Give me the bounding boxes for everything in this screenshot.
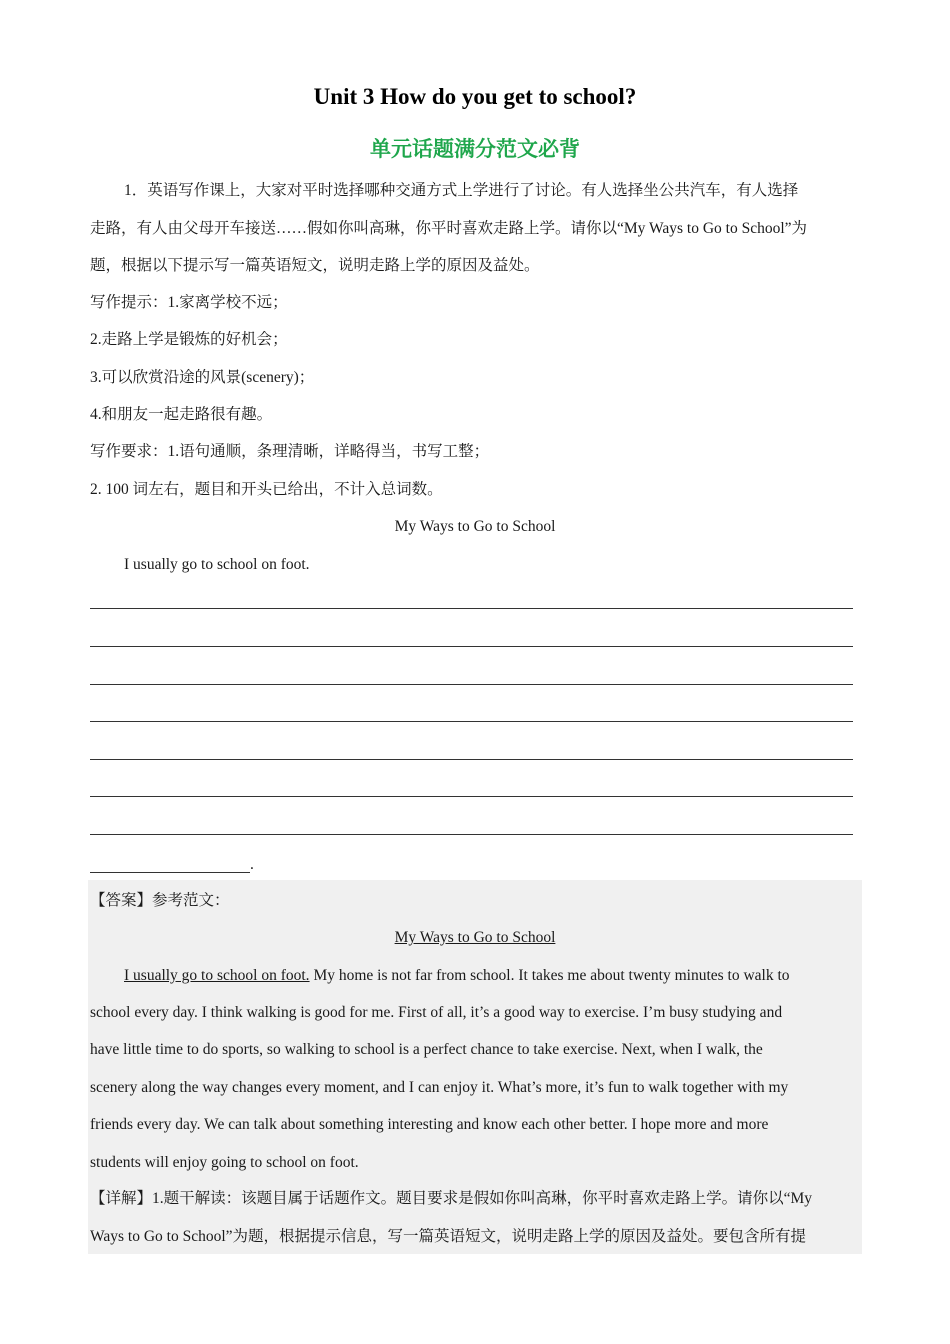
page-subtitle: 单元话题满分范文必背 <box>370 137 580 161</box>
writing-tip-2: 2.走路上学是锻炼的好机会； <box>90 331 288 348</box>
question-line-1: 1．英语写作课上，大家对平时选择哪种交通方式上学进行了讨论。有人选择坐公共汽车，有人选择 <box>124 182 799 199</box>
page-title: Unit 3 How do you get to school? <box>313 84 637 109</box>
question-line-2: 走路，有人由父母开车接送……假如你叫高琳，你平时喜欢走路上学。请你以“My Ways to Go to School”为 <box>90 220 808 237</box>
answer-line-1-rest: My home is not far from school. It takes me about twenty minutes to walk to <box>309 967 790 984</box>
answer-title-text: My Ways to Go to School <box>394 929 556 946</box>
answer-line-4: scenery along the way changes every moment, and I can enjoy it. What’s more, it’s fun to walk together with my <box>90 1079 789 1096</box>
essay-opening: I usually go to school on foot. <box>124 556 310 573</box>
writing-blank-line <box>90 646 853 647</box>
answer-line-2: school every day. I think walking is good for me. First of all, it’s a good way to exercise. I’m busy studying and <box>90 1004 783 1021</box>
writing-blank-line <box>90 796 853 797</box>
essay-title: My Ways to Go to School <box>394 518 556 535</box>
writing-blank-line <box>90 721 853 722</box>
detail-line-1: 【详解】1.题干解读：该题目属于话题作文。题目要求是假如你叫高琳，你平时喜欢走路上学。请你以“My <box>90 1190 813 1207</box>
writing-blank-line <box>90 608 853 609</box>
answer-line-3: have little time to do sports, so walking to school is a perfect chance to take exercise. Next, when I walk, the <box>90 1041 763 1058</box>
answer-line-1 <box>124 966 790 986</box>
writing-blank-line <box>90 684 853 685</box>
answer-label: 【答案】参考范文： <box>90 892 230 909</box>
question-line-3: 题，根据以下提示写一篇英语短文，说明走路上学的原因及益处。 <box>90 257 540 274</box>
writing-tip-3: 3.可以欣赏沿途的风景(scenery)； <box>90 369 315 386</box>
blank-end-period: . <box>250 856 254 873</box>
detail-line-2: Ways to Go to School”为题，根据提示信息，写一篇英语短文，说明走路上学的原因及益处。要包含所有提 <box>90 1228 807 1245</box>
writing-tip-1: 写作提示：1.家离学校不远； <box>90 294 288 311</box>
writing-requirement-1: 写作要求：1.语句通顺，条理清晰，详略得当，书写工整； <box>90 443 490 460</box>
writing-blank-line-short <box>90 872 250 873</box>
answer-first-sentence: I usually go to school on foot. <box>124 967 310 984</box>
writing-blank-line <box>90 834 853 835</box>
answer-line-6: students will enjoy going to school on foot. <box>90 1154 359 1171</box>
writing-tip-4: 4.和朋友一起走路很有趣。 <box>90 406 273 423</box>
answer-line-5: friends every day. We can talk about something interesting and know each other better. I hope more and more <box>90 1116 769 1133</box>
writing-requirement-2: 2. 100 词左右，题目和开头已给出，不计入总词数。 <box>90 481 443 498</box>
writing-blank-line <box>90 759 853 760</box>
answer-essay-title <box>0 928 950 948</box>
